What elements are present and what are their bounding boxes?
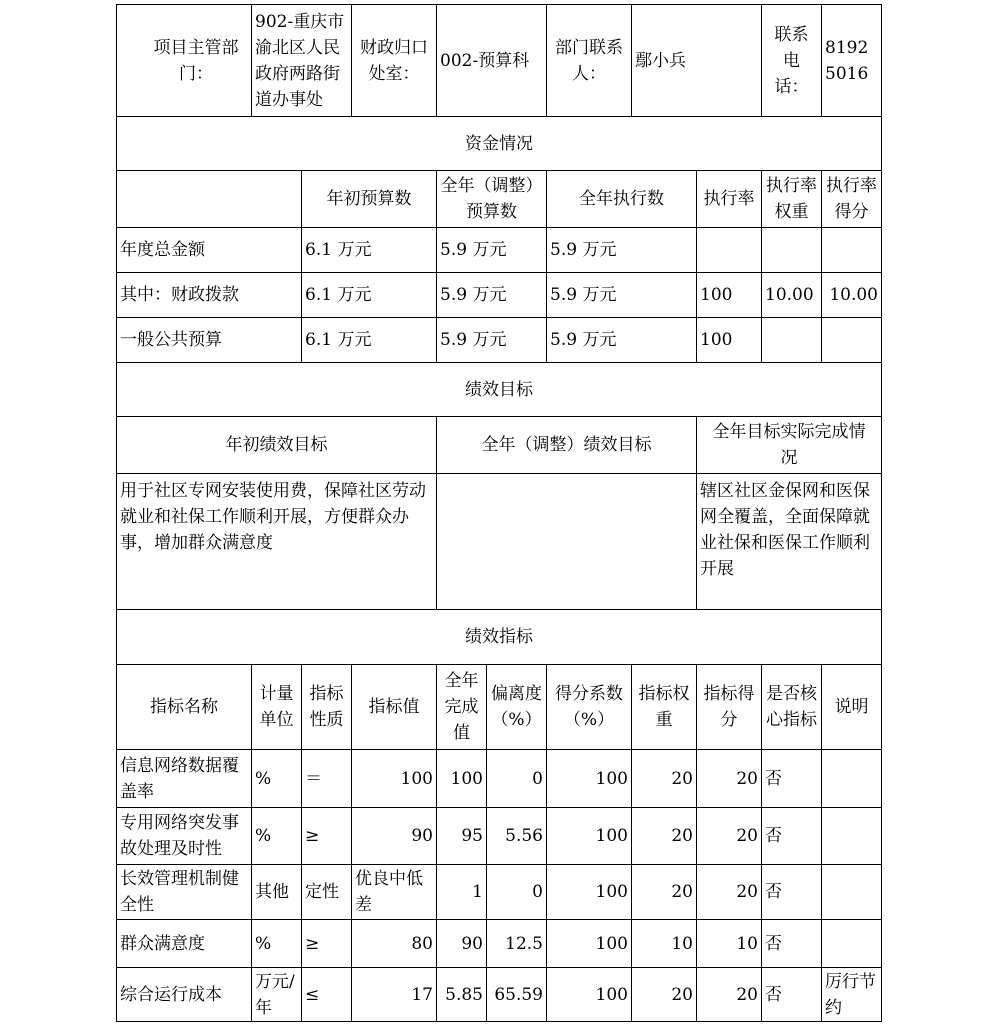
indicator-value — [486, 967, 547, 1022]
indicator-value — [436, 749, 487, 808]
indicator-name — [116, 864, 252, 920]
funds-row-value — [761, 227, 822, 273]
indicator-value-text: 12.5 — [505, 933, 543, 954]
indicator-value — [546, 749, 632, 808]
funds-row-value-text: 5.9 万元 — [550, 330, 617, 350]
indicator-col-header — [351, 664, 437, 750]
indicator-value — [436, 807, 487, 865]
indicator-col-header — [546, 664, 632, 750]
indicator-col-header-text: 指标名称 — [150, 697, 218, 717]
indicator-value-text: 否 — [765, 768, 782, 789]
funds-row-value — [546, 317, 697, 363]
indicator-value — [546, 919, 632, 968]
indicator-value — [821, 919, 882, 968]
indicator-value-text: % — [255, 768, 272, 789]
office-value-text: 002-预算科 — [440, 50, 530, 71]
funds-col-header — [546, 170, 697, 228]
indicator-col-header — [301, 664, 352, 750]
phone-label-text: 联系电话： — [774, 24, 809, 97]
indicator-value-text: 否 — [765, 984, 782, 1005]
indicator-name-text: 信息网络数据覆盖率 — [120, 755, 239, 802]
funds-col-header-text: 执行率权重 — [766, 176, 817, 222]
indicator-value-text: 90 — [461, 933, 483, 954]
funds-row-value-text: 100 — [700, 285, 733, 305]
indicator-value — [251, 864, 302, 920]
indicator-name-text: 专用网络突发事故处理及时性 — [120, 813, 239, 859]
funds-row-name — [116, 317, 302, 363]
funds-row-value — [821, 227, 882, 273]
indicator-value — [546, 864, 632, 920]
funds-row-value — [761, 272, 822, 318]
funds-row-value-text: 10.00 — [829, 285, 878, 305]
funds-row-value — [436, 317, 547, 363]
office-value — [436, 4, 547, 117]
funds-title-text: 资金情况 — [465, 133, 533, 154]
indicator-col-header-text: 计量单位 — [259, 684, 294, 730]
indicator-value-text: ≥ — [305, 826, 320, 846]
indicator-value — [761, 967, 822, 1022]
funds-col-header — [761, 170, 822, 228]
dept-label — [116, 4, 252, 117]
indicator-value-text: 定性 — [305, 882, 339, 902]
goals-title — [116, 362, 882, 417]
funds-row-value-text: 6.1 万元 — [305, 285, 372, 305]
funds-row-value — [696, 272, 762, 318]
office-label-text: 财政归口处室： — [360, 37, 428, 84]
indicator-col-header — [486, 664, 547, 750]
indicator-value — [761, 807, 822, 865]
goals-col-actual — [696, 416, 882, 474]
dept-value — [251, 4, 352, 117]
goals-col-actual-text: 全年目标实际完成情况 — [712, 422, 866, 468]
indicator-value — [761, 749, 822, 808]
indicator-value-text: ≥ — [305, 933, 320, 954]
indicator-value — [546, 967, 632, 1022]
indicator-value — [631, 919, 697, 968]
contact-value-text: 鄢小兵 — [635, 50, 686, 71]
indicator-value — [761, 864, 822, 920]
indicator-value — [351, 807, 437, 865]
funds-row-value — [696, 317, 762, 363]
indicator-value-text: 20 — [736, 984, 758, 1005]
indicator-value-text: % — [255, 933, 272, 954]
indicator-value-text: 万元/年 — [255, 971, 295, 1018]
indicators-title — [116, 609, 882, 665]
funds-col-header — [821, 170, 882, 228]
funds-row-value-text: 100 — [700, 330, 733, 350]
funds-row-value — [436, 227, 547, 273]
indicator-value-text: 100 — [595, 984, 628, 1005]
funds-row-value — [546, 227, 697, 273]
indicator-col-header-text: 指标权重 — [638, 684, 690, 730]
indicator-col-header-text: 指标性质 — [309, 684, 344, 730]
indicator-value — [251, 807, 302, 865]
goals-col-adjusted — [436, 416, 697, 474]
indicator-name — [116, 919, 252, 968]
indicator-value-text: 100 — [595, 768, 628, 789]
goals-initial-text-text: 用于社区专网安装使用费，保障社区劳动就业和社保工作顺利开展，方便群众办事，增加群众满意度 — [120, 481, 426, 553]
funds-row-name — [116, 272, 302, 318]
indicator-name-text: 综合运行成本 — [120, 984, 222, 1005]
indicator-value — [301, 807, 352, 865]
indicator-value — [821, 807, 882, 865]
indicator-value-text: 100 — [400, 768, 433, 789]
indicator-value — [436, 967, 487, 1022]
indicator-col-header-text: 全年完成值 — [444, 671, 479, 743]
indicator-value — [351, 919, 437, 968]
funds-row-value — [436, 272, 547, 318]
phone-value — [821, 4, 882, 117]
indicator-value — [486, 749, 547, 808]
contact-label — [546, 4, 632, 117]
dept-value-text: 902-重庆市渝北区人民政府两路街道办事处 — [255, 11, 345, 110]
indicator-value-text: 100 — [595, 826, 628, 846]
indicator-col-header-text: 指标得分 — [703, 684, 755, 730]
indicator-value-text: 20 — [736, 826, 758, 846]
phone-label — [761, 4, 822, 117]
indicator-name-text: 长效管理机制健全性 — [120, 869, 239, 915]
indicator-value-text: 20 — [671, 826, 693, 846]
indicator-value-text: 0 — [532, 768, 543, 789]
indicator-value-text: 10 — [671, 933, 693, 954]
indicator-value-text: 100 — [595, 882, 628, 902]
indicator-name — [116, 807, 252, 865]
indicator-value — [251, 967, 302, 1022]
indicator-value — [821, 749, 882, 808]
phone-value-text: 81925016 — [825, 37, 869, 84]
funds-row-value-text: 10.00 — [765, 285, 814, 305]
funds-row-value — [696, 227, 762, 273]
indicator-value-text: 100 — [595, 933, 628, 954]
indicator-value — [351, 749, 437, 808]
indicator-value — [631, 749, 697, 808]
indicator-value-text: 否 — [765, 826, 782, 846]
indicator-value-text: 厉行节约 — [825, 971, 876, 1018]
indicator-col-header-text: 得分系数（%） — [555, 684, 623, 730]
funds-col-header — [301, 170, 437, 228]
indicator-value-text: 20 — [671, 882, 693, 902]
indicator-col-header-text: 是否核心指标 — [766, 684, 817, 730]
goals-title-text: 绩效目标 — [465, 379, 533, 400]
indicator-value-text: 17 — [411, 984, 433, 1005]
office-label — [351, 4, 437, 117]
indicator-value-text: 10 — [736, 933, 758, 954]
funds-row-value — [821, 272, 882, 318]
indicator-value-text: 5.56 — [505, 826, 543, 846]
indicator-value — [761, 919, 822, 968]
indicator-value — [486, 864, 547, 920]
indicator-value — [251, 919, 302, 968]
indicator-col-header — [761, 664, 822, 750]
funds-row-name-text: 年度总金额 — [120, 240, 205, 260]
funds-row-value-text: 5.9 万元 — [440, 285, 507, 305]
goals-col-initial-text: 年初绩效目标 — [225, 435, 328, 455]
funds-col-header-text: 全年（调整）预算数 — [440, 176, 543, 222]
indicator-value — [301, 864, 352, 920]
indicator-value — [351, 967, 437, 1022]
indicator-value-text: % — [255, 826, 272, 846]
goals-initial-text — [116, 473, 437, 610]
funds-col-header — [436, 170, 547, 228]
funds-row-value-text: 5.9 万元 — [550, 240, 617, 260]
indicator-value — [436, 919, 487, 968]
indicator-value-text: 5.85 — [445, 984, 483, 1005]
indicator-value-text: ＝ — [305, 768, 322, 789]
funds-col-header-text: 年初预算数 — [326, 189, 412, 209]
funds-col-header-text: 执行率得分 — [826, 176, 877, 222]
indicator-col-header-text: 偏离度（%） — [491, 684, 542, 730]
funds-col-header-text: 全年执行数 — [579, 189, 664, 209]
indicator-value — [631, 967, 697, 1022]
indicator-name-text: 群众满意度 — [120, 933, 205, 954]
indicator-col-header — [631, 664, 697, 750]
funds-row-value — [301, 227, 437, 273]
funds-row-name-text: 一般公共预算 — [120, 330, 222, 350]
funds-row-value — [761, 317, 822, 363]
indicator-value-text: 80 — [411, 933, 433, 954]
indicator-col-header — [436, 664, 487, 750]
indicator-value-text: 1 — [472, 882, 483, 902]
indicator-col-header-text: 指标值 — [368, 697, 420, 717]
indicator-name — [116, 967, 252, 1022]
funds-col-header-text: 执行率 — [703, 189, 755, 209]
indicator-value-text: 100 — [450, 768, 483, 789]
funds-row-value-text: 5.9 万元 — [440, 240, 507, 260]
funds-row-name-text: 其中：财政拨款 — [120, 285, 239, 305]
indicator-value-text: 20 — [671, 768, 693, 789]
indicator-value-text: 90 — [411, 826, 433, 846]
indicators-title-text: 绩效指标 — [465, 627, 533, 647]
funds-row-value — [301, 272, 437, 318]
indicator-value-text: 否 — [765, 933, 782, 954]
indicator-col-header — [696, 664, 762, 750]
goals-col-adjusted-text: 全年（调整）绩效目标 — [481, 435, 652, 455]
contact-label-text: 部门联系人： — [555, 37, 623, 84]
indicator-name — [116, 749, 252, 808]
goals-adjusted-text — [436, 473, 697, 610]
funds-row-value-text: 5.9 万元 — [550, 285, 617, 305]
indicator-value — [696, 919, 762, 968]
dept-label-text: 项目主管部门： — [153, 37, 239, 84]
indicator-value-text: 0 — [532, 882, 543, 902]
indicator-value — [546, 807, 632, 865]
indicator-value — [251, 749, 302, 808]
funds-row-value — [546, 272, 697, 318]
goals-col-initial — [116, 416, 437, 474]
funds-col-header — [696, 170, 762, 228]
funds-row-value — [301, 317, 437, 363]
indicator-value — [631, 864, 697, 920]
indicator-value — [696, 967, 762, 1022]
funds-row-value-text: 6.1 万元 — [305, 330, 372, 350]
indicator-value-text: 其他 — [255, 882, 289, 902]
indicator-value — [436, 864, 487, 920]
contact-value — [631, 4, 762, 117]
indicator-value — [696, 807, 762, 865]
indicator-value-text: 20 — [736, 768, 758, 789]
funds-title — [116, 116, 882, 171]
indicator-value — [696, 864, 762, 920]
goals-actual-text-text: 辖区社区金保网和医保网全覆盖，全面保障就业社保和医保工作顺利开展 — [700, 481, 870, 579]
indicator-col-header — [821, 664, 882, 750]
indicator-value-text: 优良中低差 — [355, 869, 423, 915]
funds-row-value-text: 5.9 万元 — [440, 330, 507, 350]
indicator-col-header — [116, 664, 252, 750]
indicator-col-header-text: 说明 — [834, 697, 869, 717]
funds-row-value — [821, 317, 882, 363]
funds-row-value-text: 6.1 万元 — [305, 240, 372, 260]
indicator-value — [301, 919, 352, 968]
funds-row-name — [116, 227, 302, 273]
indicator-value-text: 20 — [736, 882, 758, 902]
indicator-value-text: 20 — [671, 984, 693, 1005]
indicator-value-text: 95 — [461, 826, 483, 846]
indicator-col-header — [251, 664, 302, 750]
indicator-value — [486, 807, 547, 865]
goals-actual-text — [696, 473, 882, 610]
indicator-value — [696, 749, 762, 808]
indicator-value — [351, 864, 437, 920]
indicator-value — [631, 807, 697, 865]
indicator-value — [821, 967, 882, 1022]
indicator-value — [486, 919, 547, 968]
indicator-value-text: 65.59 — [494, 984, 543, 1005]
indicator-value-text: 否 — [765, 882, 782, 902]
indicator-value-text: ≤ — [305, 984, 320, 1005]
funds-col-header — [116, 170, 302, 228]
indicator-value — [301, 967, 352, 1022]
indicator-value — [301, 749, 352, 808]
indicator-value — [821, 864, 882, 920]
